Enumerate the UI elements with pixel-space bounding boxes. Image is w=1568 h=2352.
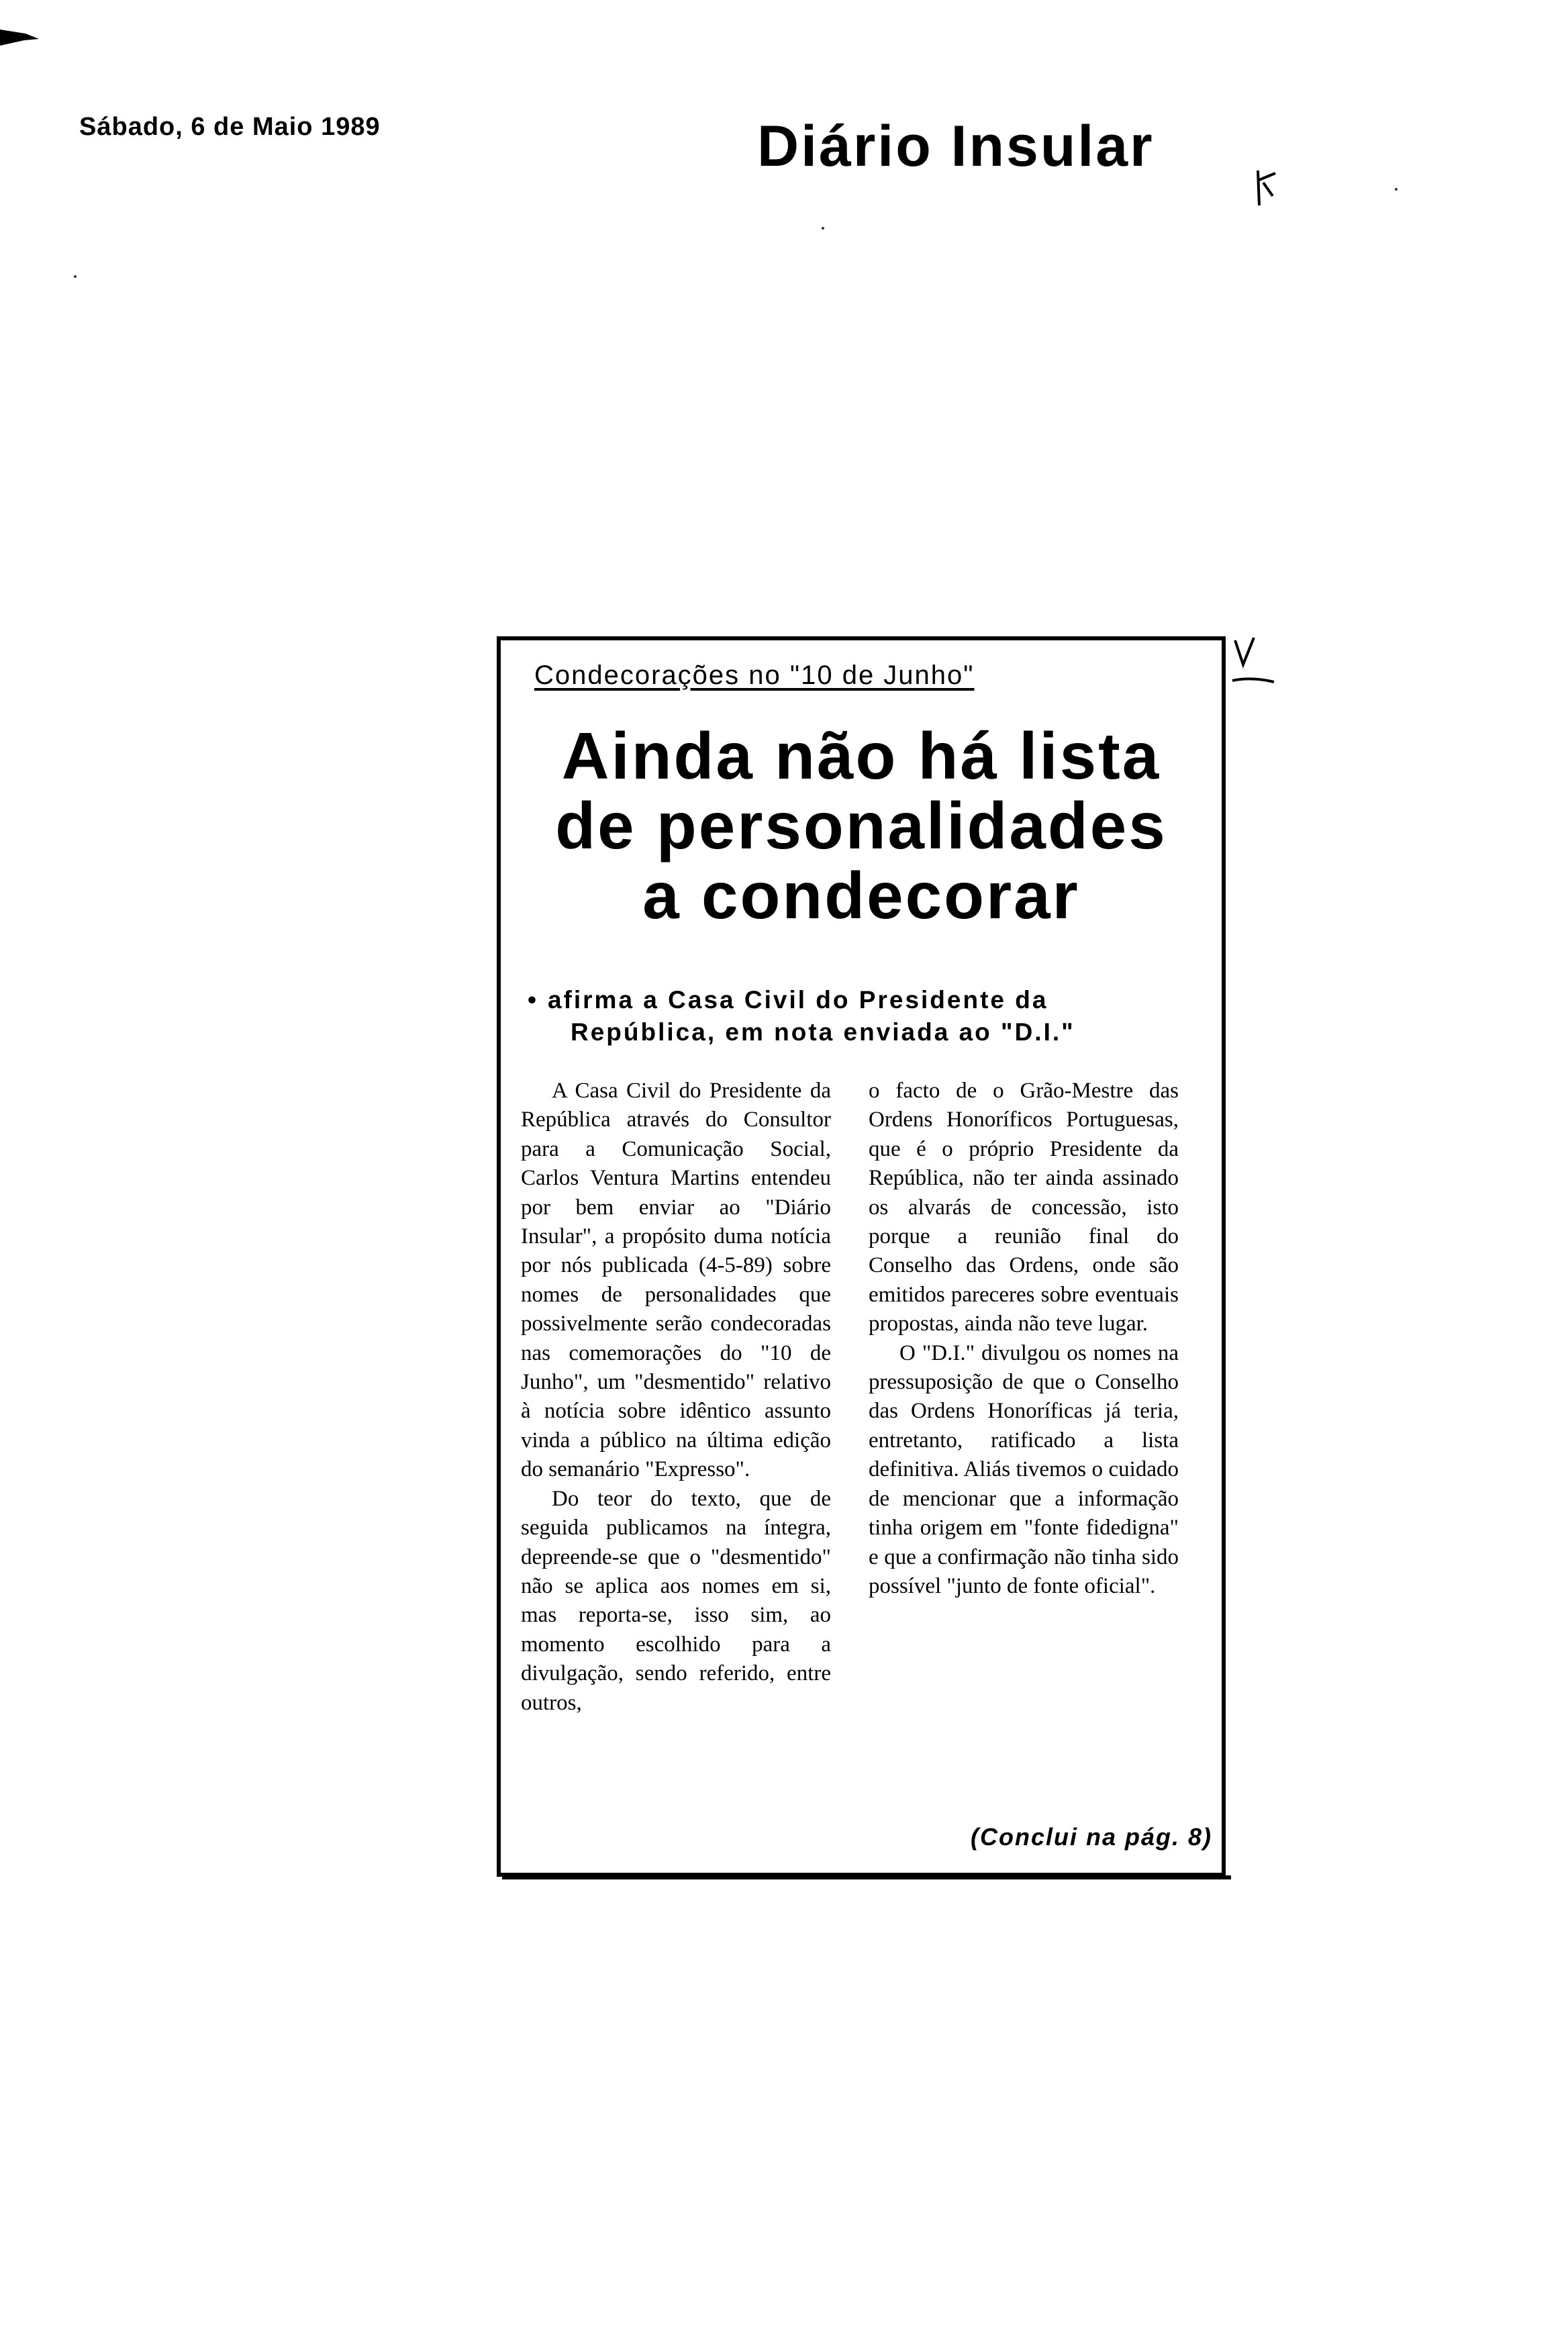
paragraph: A Casa Civil do Presidente da República através do Consultor para a Comunicação Social, Carlos Ventura Martins entendeu por bem enviar ao "Diário Insular", a propósito duma notícia por nós publicada (4-5-89) sobre nomes de personalidades que possivelmente serão condecoradas nas comemorações do "10 de Junho", um "desmentido" relativo à notícia sobre idêntico assunto vinda a público na última edição do semanário "Expresso". (521, 1079, 831, 1482)
continued-note: (Conclui na pág. 8) (970, 1823, 1212, 1851)
newspaper-name: Diário Insular (757, 114, 1155, 179)
article-column-2 (869, 1077, 1179, 1601)
article-standfirst (528, 984, 1172, 1048)
standfirst-line: afirma a Casa Civil do Presidente da (547, 986, 1048, 1014)
paragraph: o facto de o Grão-Mestre das Ordens Honoríficos Portuguesas, que é o próprio Presidente da República, não ter ainda assinado os alvarás de concessão, isto porque a reunião final do Conselho das Ordens, onde são emitidos pareceres sobre eventuais propostas, ainda não teve lugar. (869, 1079, 1179, 1336)
article-headline (514, 721, 1208, 930)
headline-line: de personalidades (555, 789, 1167, 863)
scan-speck (1395, 188, 1398, 191)
handwritten-check-icon (1231, 635, 1278, 695)
scan-mark-icon (0, 27, 40, 48)
headline-line: Ainda não há lista (561, 719, 1161, 793)
article-column-1 (521, 1077, 831, 1718)
standfirst-line: República, em nota enviada ao "D.I." (571, 1018, 1075, 1046)
article-kicker: Condecorações no "10 de Junho" (534, 660, 975, 690)
scan-speck (822, 227, 824, 230)
issue-date: Sábado, 6 de Maio 1989 (79, 113, 381, 141)
headline-line: a condecorar (642, 859, 1080, 932)
paragraph: O "D.I." divulgou os nomes na pressuposição de que o Conselho das Ordens Honoríficas já teria, entretanto, ratificado a lista definitiva. Aliás tivemos o cuidado de mencionar que a informação tinha origem em "fonte fidedigna" e que a confirmação não tinha sido possível "junto de fonte oficial". (869, 1340, 1179, 1598)
article-clipping (497, 636, 1226, 1877)
clipping-edge (502, 1875, 1231, 1879)
scan-speck (74, 275, 77, 278)
handwritten-mark-icon (1253, 166, 1279, 207)
paragraph: Do teor do texto, que de seguida publicamos na íntegra, depreende-se que o "desmentido" não se aplica aos nomes em si, mas reporta-se, isso sim, ao momento escolhido para a divulgação, sendo referido, entre outros, (521, 1486, 831, 1715)
bullet-icon: • (528, 986, 538, 1014)
